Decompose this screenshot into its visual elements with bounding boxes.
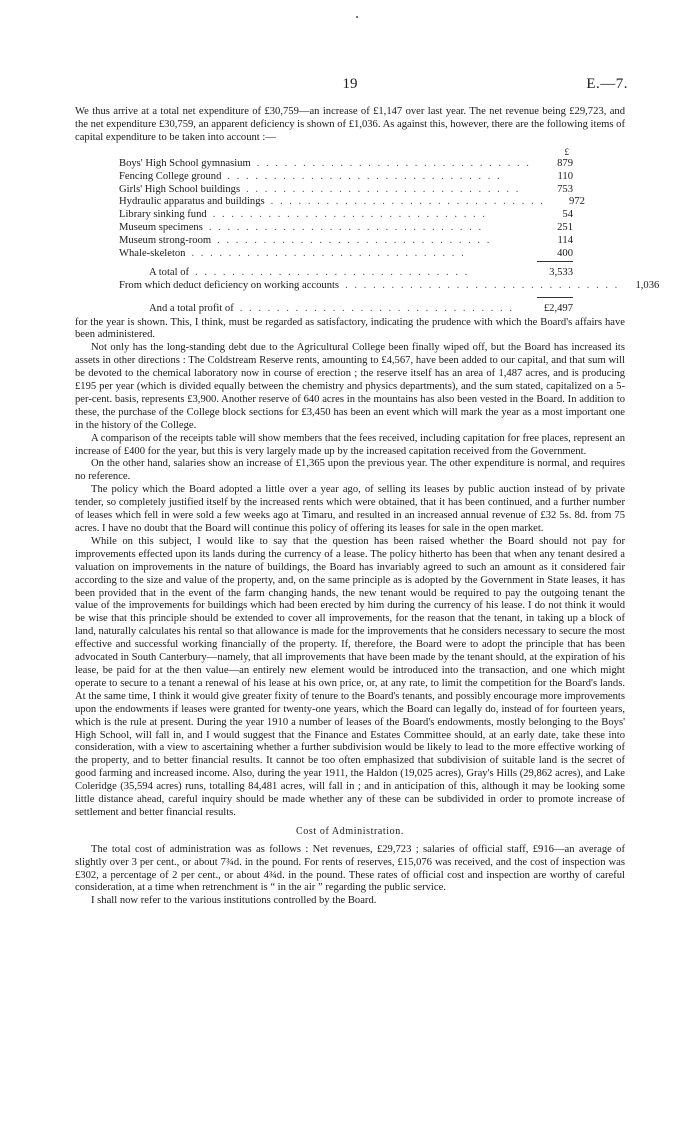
ledger-item-amount: 114: [557, 235, 573, 247]
ledger-item-amount: 972: [569, 196, 585, 208]
leader-dots: . . . . . . . . . . . . . . . . . . . . . . . . . . . . . .: [217, 235, 492, 247]
leader-dots: . . . . . . . . . . . . . . . . . . . . . . . . . . . . . .: [212, 209, 487, 221]
ledger-row: [119, 196, 585, 209]
ledger-row: [119, 209, 573, 222]
ledger-item-amount: 251: [557, 222, 573, 234]
deduct-label: From which deduct deficiency on working accounts: [119, 279, 340, 291]
paragraph: On the other hand, salaries show an increase of £1,365 upon the previous year. The other expenditure is normal, and requires no reference.: [75, 458, 625, 483]
document-body: [75, 106, 660, 908]
section-heading: Cost of Administration.: [296, 825, 404, 837]
paragraph-intro: We thus arrive at a total net expenditure of £30,759—an increase of £1,147 over last year. The net revenue being £29,723, and the net expenditure £30,759, an apparent deficiency is shown of £1,036. As against this, however, there are the following items of capital expenditure to be taken into account :—: [75, 106, 625, 143]
paragraph: I shall now refer to the various institutions controlled by the Board.: [91, 895, 377, 907]
ledger-item-label: Hydraulic apparatus and buildings: [119, 196, 265, 208]
leader-dots: . . . . . . . . . . . . . . . . . . . . . . . . . . . . . .: [195, 266, 470, 278]
ledger-item-amount: 400: [557, 247, 573, 259]
ledger-item-label: Boys' High School gymnasium: [119, 157, 251, 169]
ledger-item-label: Museum strong-room: [119, 235, 212, 247]
leader-dots: . . . . . . . . . . . . . . . . . . . . . . . . . . . . . .: [246, 183, 521, 195]
leader-dots: . . . . . . . . . . . . . . . . . . . . . . . . . . . . . .: [256, 157, 531, 169]
ledger-row: [119, 158, 573, 171]
leader-dots: . . . . . . . . . . . . . . . . . . . . . . . . . . . . . .: [227, 170, 502, 182]
ledger-row: [119, 184, 573, 197]
profit-amount: £2,497: [543, 302, 573, 314]
ledger-item-amount: 753: [557, 183, 573, 195]
deduct-amount: 1,036: [635, 279, 660, 291]
currency-symbol: £: [564, 146, 569, 157]
ledger-total-row: [119, 267, 573, 280]
ledger-profit-row: [119, 303, 573, 316]
profit-label: And a total profit of: [149, 302, 234, 314]
ledger-row: [119, 248, 573, 261]
ledger-item-label: Library sinking fund: [119, 209, 207, 221]
page-number: 19: [342, 76, 358, 92]
paragraph: Not only has the long-standing debt due to the Agricultural College been finally wiped off, but the Board has increased its assets in other directions : The Coldstream Reserve rents, amounting to £4,567, have been added to our capital, and that sum will be devoted to the chemical laboratory now in course of erection ; the reserve itself has an area of 1,487 acres, and is producing £195 per year (which is divided equally between the chemistry and physics departments), and the sum stated, capitalized on a 5-per-cent. basis, represents £3,900. Another reserve of 640 acres in the mountains has also been vested in the Board. In addition to these, the purchase of the College block sections for £3,450 has been an event which will mark the year as a most important one in the history of the College.: [75, 342, 625, 431]
scan-speck: [356, 16, 358, 18]
ledger-item-amount: 110: [557, 170, 573, 182]
series-code: E.—7.: [586, 76, 628, 92]
page-header: [0, 76, 700, 96]
ledger-item-amount: 54: [562, 209, 573, 221]
leader-dots: . . . . . . . . . . . . . . . . . . . . . . . . . . . . . .: [345, 279, 620, 291]
ledger-row: [119, 235, 573, 248]
ledger-item-label: Museum specimens: [119, 222, 203, 234]
total-amount: 3,533: [549, 266, 573, 278]
leader-dots: . . . . . . . . . . . . . . . . . . . . . . . . . . . . . .: [239, 302, 514, 314]
leader-dots: . . . . . . . . . . . . . . . . . . . . . . . . . . . . . .: [208, 222, 484, 234]
ledger-row: [119, 171, 573, 184]
paragraph: A comparison of the receipts table will show members that the fees received, including capitation for free places, represent an increase of £400 for the year, but this is very largely made up by the increased capitation received from the Government.: [75, 432, 625, 457]
ledger-item-label: Whale-skeleton: [119, 247, 186, 259]
leader-dots: . . . . . . . . . . . . . . . . . . . . . . . . . . . . . .: [191, 247, 466, 259]
paragraph: for the year is shown. This, I think, must be regarded as satisfactory, indicating the prudence with which the Board's affairs have been administered.: [75, 316, 625, 341]
paragraph: While on this subject, I would like to say that the question has been raised whether the Board should not pay for improvements effected upon its lands during the currency of a lease. The policy hitherto has been that when any tenant desired a valuation on improvements in the nature of buildings, the Board has invariably agreed to such an amount as it considered fair according to the size and value of the property, and, on the same principle as is adopted by the Government in State leases, it has been provided that in the event of the farm changing hands, the new tenant would be required to pay the outgoing tenant the value of the improvements for buildings which had been erected by him during the currency of his lease. I do not think it would be wise that this principle should be extended to cover all improvements, for the reason that the tenant, in taking up a block of land, naturally calculates his rental so that allowance is made for the improvements that he considers necessary to secure the most effective and successful working financially of the property. If, therefore, the Board were to adopt the principle that has been advocated in South Canterbury—namely, that all improvements that have been made by the tenant should, at the expiration of his lease, be paid for at the then value—an entirely new element would be introduced into the transaction, and one which might operate to secure to a tenant a renewal of his lease at his own price, or, at any rate, to limit the competition for the Board's lands. At the same time, I think it would give greater fixity of tenure to the Board's tenants, and possibly encourage more improvements upon the endowments if leases were granted for twenty-one years, which the Board can legally do, instead of for fourteen years, which is the rule at present. During the year 1910 a number of leases of the Board's endowments, mostly belonging to the Boys' High School, will fall in, and I would suggest that the Finance and Estates Committee should, at an early date, take these into consideration, with a view to ascertaining whether a further subdivision would be likely to lead to the more effective working of the property, and to better financial results. It cannot be too often emphasized that subdivision of suitable land is the secret of good farming and increased income. Also, during the year 1911, the Haldon (19,025 acres), Gray's Hills (29,862 acres), and Lake Coleridge (35,594 acres) runs, totalling 84,481 acres, will fall in ; and in anticipation of this, although it may be looking some little distance ahead, careful inquiry should be made whether any of these can be subdivided in order to promote increase of settlement and better financial results.: [75, 535, 625, 818]
ledger-item-label: Girls' High School buildings: [119, 183, 241, 195]
ledger-item-label: Fencing College ground: [119, 170, 222, 182]
ledger-deduct-row: [119, 279, 660, 293]
ledger-item-amount: 879: [557, 157, 573, 169]
ledger-row: [119, 222, 573, 235]
total-label: A total of: [149, 266, 190, 278]
leader-dots: . . . . . . . . . . . . . . . . . . . . . . . . . . . . . .: [270, 196, 545, 208]
capital-expenditure-ledger: [119, 146, 660, 316]
paragraph: The total cost of administration was as follows : Net revenues, £29,723 ; salaries of official staff, £916—an average of slightly over 3 per cent., or about 7¾d. in the pound. For rents of reserves, £15,076 was received, and the cost of inspection was £302, a percentage of 2 per cent., or about 4¾d. in the pound. These rates of official cost and inspection are worthy of careful consideration, at a time when retrenchment is “ in the air ” regarding the public service.: [75, 843, 625, 894]
paragraph: The policy which the Board adopted a little over a year ago, of selling its leases by public auction instead of by private tender, so completely justified itself by the increased rents which were obtained, that it has been continued, and a further number of leases which fell in were sold a few weeks ago at Timaru, and resulted in an increased annual revenue of £32 5s. 8d. from 75 acres. I have no doubt that the Board will continue this policy of offering its leases for sale in the open market.: [75, 484, 625, 535]
